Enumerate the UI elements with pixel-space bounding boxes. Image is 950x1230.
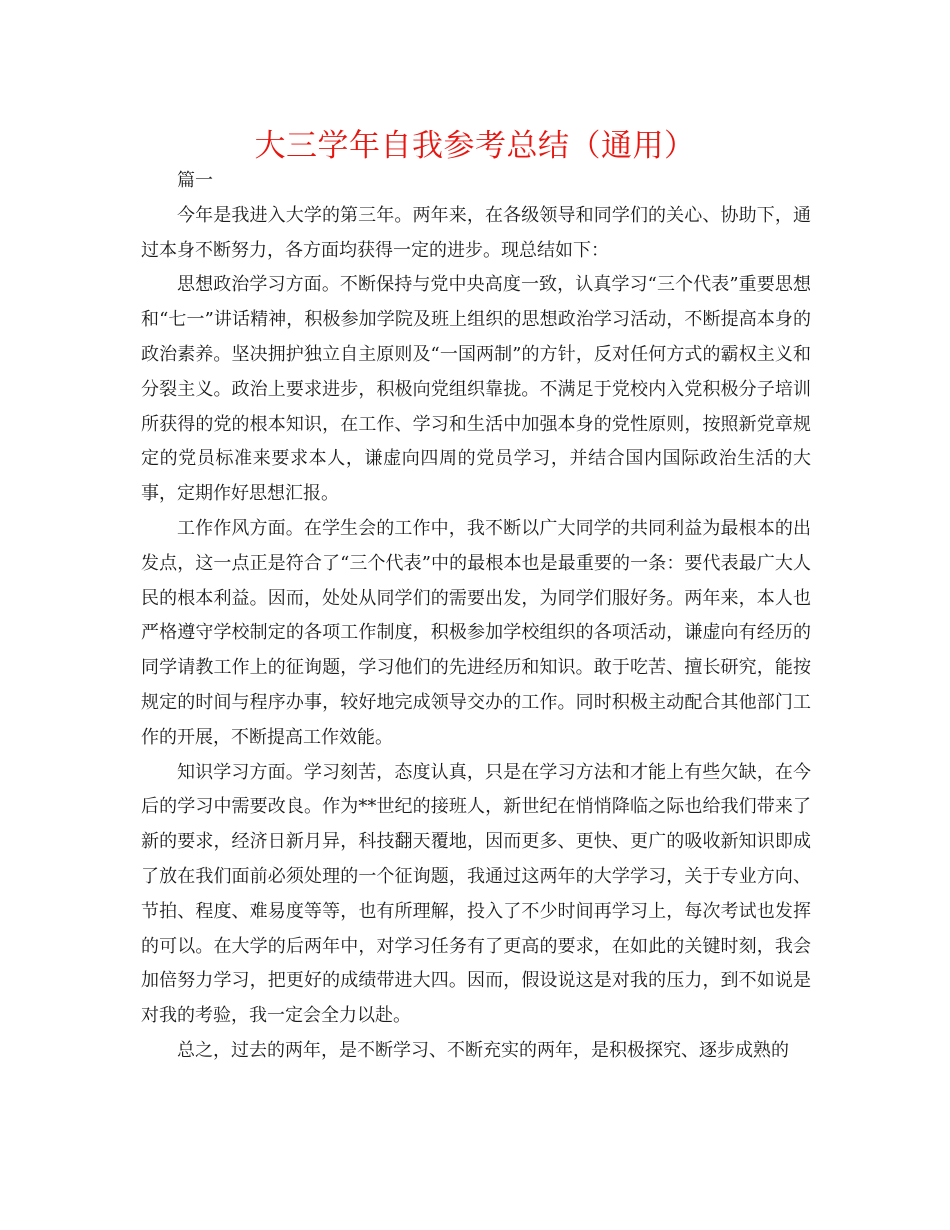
document-title: 大三学年自我参考总结（通用） [254, 128, 696, 164]
section-heading: 篇一 [177, 170, 213, 191]
paragraph-intro: 今年是我进入大学的第三年。两年来，在各级领导和同学们的关心、协助下，通过本身不断努力，各方面均获得一定的进步。现总结如下： [141, 204, 811, 261]
document-body [141, 164, 811, 1069]
paragraph-ideology: 思想政治学习方面。不断保持与党中央高度一致，认真学习“三个代表”重要思想和“七一”讲话精神，积极参加学院及班上组织的思想政治学习活动，不断提高本身的政治素养。坚决拥护独立自主原则及“一国两制”的方针，反对任何方式的霸权主义和分裂主义。政治上要求进步，积极向党组织靠拢。不满足于党校内入党积极分子培训所获得的党的根本知识，在工作、学习和生活中加强本身的党性原则，按照新党章规定的党员标准来要求本人，谦虚向四周的党员学习，并结合国内国际政治生活的大事，定期作好思想汇报。 [141, 274, 811, 505]
paragraph-conclusion: 总之，过去的两年，是不断学习、不断充实的两年，是积极探究、逐步成熟的 [177, 1039, 789, 1061]
paragraph-study: 知识学习方面。学习刻苦，态度认真，只是在学习方法和才能上有些欠缺，在今后的学习中需要改良。作为**世纪的接班人，新世纪在悄悄降临之际也给我们带来了新的要求，经济日新月异，科技翻天覆地，因而更多、更快、更广的吸收新知识即成了放在我们面前必须处理的一个征询题，我通过这两年的大学学习，关于专业方向、节拍、程度、难易度等等，也有所理解，投入了不少时间再学习上，每次考试也发挥的可以。在大学的后两年中，对学习任务有了更高的要求，在如此的关键时刻，我会加倍努力学习，把更好的成绩带进大四。因而，假设说这是对我的压力，到不如说是对我的考验，我一定会全力以赴。 [141, 761, 811, 1027]
paragraph-work-style: 工作作风方面。在学生会的工作中，我不断以广大同学的共同利益为最根本的出发点，这一点正是符合了“三个代表”中的最根本也是最重要的一条：要代表最广大人民的根本利益。因而，处处从同学们的需要出发，为同学们服好务。两年来，本人也严格遵守学校制定的各项工作制度，积极参加学校组织的各项活动，谦虚向有经历的同学请教工作上的征询题，学习他们的先进经历和知识。敢于吃苦、擅长研究，能按规定的时间与程序办事，较好地完成领导交办的工作。同时积极主动配合其他部门工作的开展，不断提高工作效能。 [141, 517, 811, 748]
